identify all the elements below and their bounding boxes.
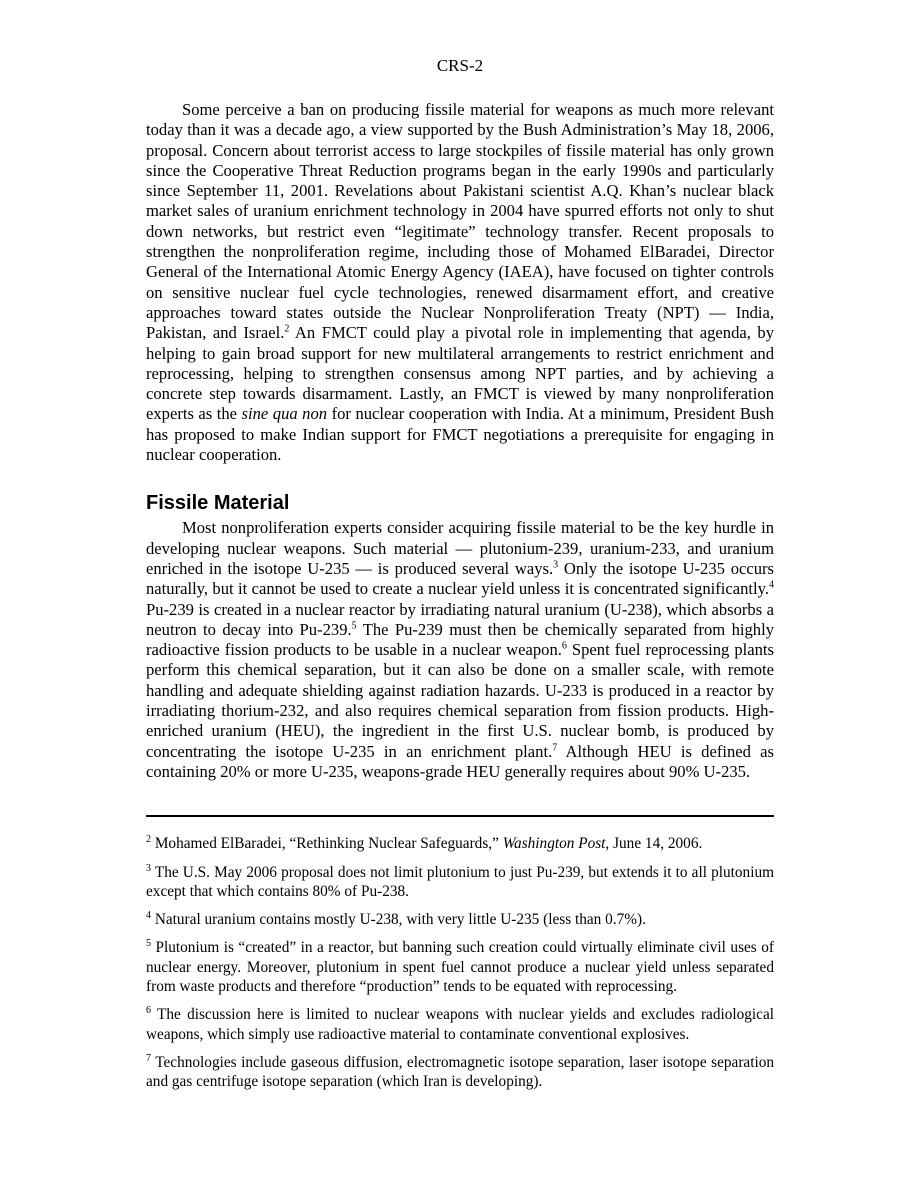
section-heading: Fissile Material bbox=[146, 492, 290, 515]
footnote-text: The U.S. May 2006 proposal does not limit plutonium to just Pu-239, but extends it to all plutonium except that which contains 80% of Pu-238. bbox=[146, 863, 774, 900]
footnote-text: Mohamed ElBaradei, “Rethinking Nuclear Safeguards,” bbox=[151, 835, 503, 853]
fissile-material-paragraph bbox=[146, 518, 774, 782]
paragraph-text: The Pu-239 must then be chemically separated from highly radioactive fission products to be usable in a nuclear weapon. bbox=[146, 619, 774, 660]
intro-paragraph bbox=[146, 100, 774, 465]
footnote-7 bbox=[146, 1053, 774, 1092]
footnote-6 bbox=[146, 1005, 774, 1044]
footnote-divider bbox=[146, 815, 774, 817]
italic-phrase: sine qua non bbox=[241, 404, 328, 424]
paragraph-text: Some perceive a ban on producing fissile material for weapons as much more relevant today than it was a decade ago, a view supported by the Bush Administration’s May 18, 2006, proposal. Concern about terrorist access to large stockpiles of fissile material has only grown since the Cooperative Threat Reduction programs began in the early 1990s and particularly since September 11, 2001. Revelations about Pakistani scientist A.Q. Khan’s nuclear black market sales of uranium enrichment technology in 2004 have spurred efforts not only to shut down networks, but restrict even “legitimate” technology transfer. Recent proposals to strengthen the nonproliferation regime, including those of Mohamed ElBaradei, Director General of the International Atomic Energy Agency (IAEA), have focused on tighter controls on sensitive nuclear fuel cycle technologies, renewed disarmament effort, and creative approaches toward states outside the Nuclear Nonproliferation Treaty (NPT) — India, Pakistan, and Israel. bbox=[146, 100, 774, 343]
footnote-text: Plutonium is “created” in a reactor, but banning such creation could virtually eliminate civil uses of nuclear energy. Moreover, plutonium in spent fuel cannot produce a nuclear yield unless separated from waste products and therefore “production” tends to be equated with reprocessing. bbox=[146, 939, 774, 995]
paragraph-text: Although HEU is defined as containing 20% or more U-235, weapons-grade HEU generally requires about 90% U-235. bbox=[146, 741, 775, 781]
footnote-ref-7[interactable]: 7 bbox=[552, 742, 558, 754]
paragraph-text: Spent fuel reprocessing plants perform this chemical separation, but it can also be done on a smaller scale, with remote handling and adequate shielding against radiation hazards. U-233 is produced in a reactor by irradiating thorium-232, and also requires chemical separation from fission products. High-enriched uranium (HEU), the ingredient in the first U.S. nuclear bomb, is produced by concentrating the isotope U-235 in an enrichment plant. bbox=[146, 640, 774, 761]
footnote-ref-3[interactable]: 3 bbox=[553, 559, 559, 571]
footnote-text: Technologies include gaseous diffusion, electromagnetic isotope separation, laser isotope separation and gas centrifuge isotope separation (which Iran is developing). bbox=[146, 1053, 774, 1091]
footnote-5 bbox=[146, 938, 774, 996]
footnote-2 bbox=[146, 834, 774, 853]
footnote-ref-4[interactable]: 4 bbox=[769, 579, 774, 591]
footnote-text: , June 14, 2006. bbox=[605, 835, 703, 853]
footnote-number: 7 bbox=[146, 1052, 151, 1064]
footnote-italic: Washington Post bbox=[502, 835, 606, 853]
paragraph-text: Pu-239 is created in a nuclear reactor by irradiating natural uranium (U-238), which absorbs a neutron to decay into Pu-239. bbox=[146, 599, 774, 639]
footnote-3 bbox=[146, 863, 774, 902]
footnote-4 bbox=[146, 910, 774, 929]
footnote-number: 4 bbox=[146, 910, 151, 921]
footnote-text: The discussion here is limited to nuclear weapons with nuclear yields and excludes radiological weapons, which simply use radioactive material to contaminate conventional explosives. bbox=[146, 1006, 774, 1043]
footnote-number: 2 bbox=[146, 834, 151, 846]
document-page bbox=[146, 56, 774, 1100]
paragraph-text: Most nonproliferation experts consider acquiring fissile material to be the key hurdle in developing nuclear weapons. Such material — plutonium-239, uranium-233, and uranium enriched in the isotope U-235 — is produced several ways. bbox=[146, 518, 774, 578]
page-number: CRS-2 bbox=[436, 56, 484, 75]
paragraph-text: for nuclear cooperation with India. At a minimum, President Bush has proposed to make Indian support for FMCT negotiations a prerequisite for engaging in nuclear cooperation. bbox=[146, 404, 774, 465]
footnote-number: 6 bbox=[146, 1005, 151, 1017]
paragraph-text: Only the isotope U-235 occurs naturally, but it cannot be used to create a nuclear yield unless it is concentrated significantly. bbox=[146, 558, 774, 599]
page-header bbox=[146, 56, 774, 76]
footnote-text: Natural uranium contains mostly U-238, with very little U-235 (less than 0.7%). bbox=[151, 911, 646, 929]
footnote-ref-5[interactable]: 5 bbox=[351, 620, 357, 632]
paragraph-text: An FMCT could play a pivotal role in implementing that agenda, by helping to gain broad support for new multilateral arrangements to restrict enrichment and reprocessing, helping to strengthen consensus among NPT parties, and by achieving a concrete step towards disarmament. Lastly, an FMCT is viewed by many nonproliferation experts as the bbox=[146, 323, 774, 424]
footnote-number: 3 bbox=[146, 862, 151, 874]
footnote-ref-6[interactable]: 6 bbox=[561, 640, 567, 652]
footnote-ref-2[interactable]: 2 bbox=[284, 323, 290, 335]
footnote-number: 5 bbox=[146, 938, 151, 950]
footnotes bbox=[146, 834, 774, 1091]
